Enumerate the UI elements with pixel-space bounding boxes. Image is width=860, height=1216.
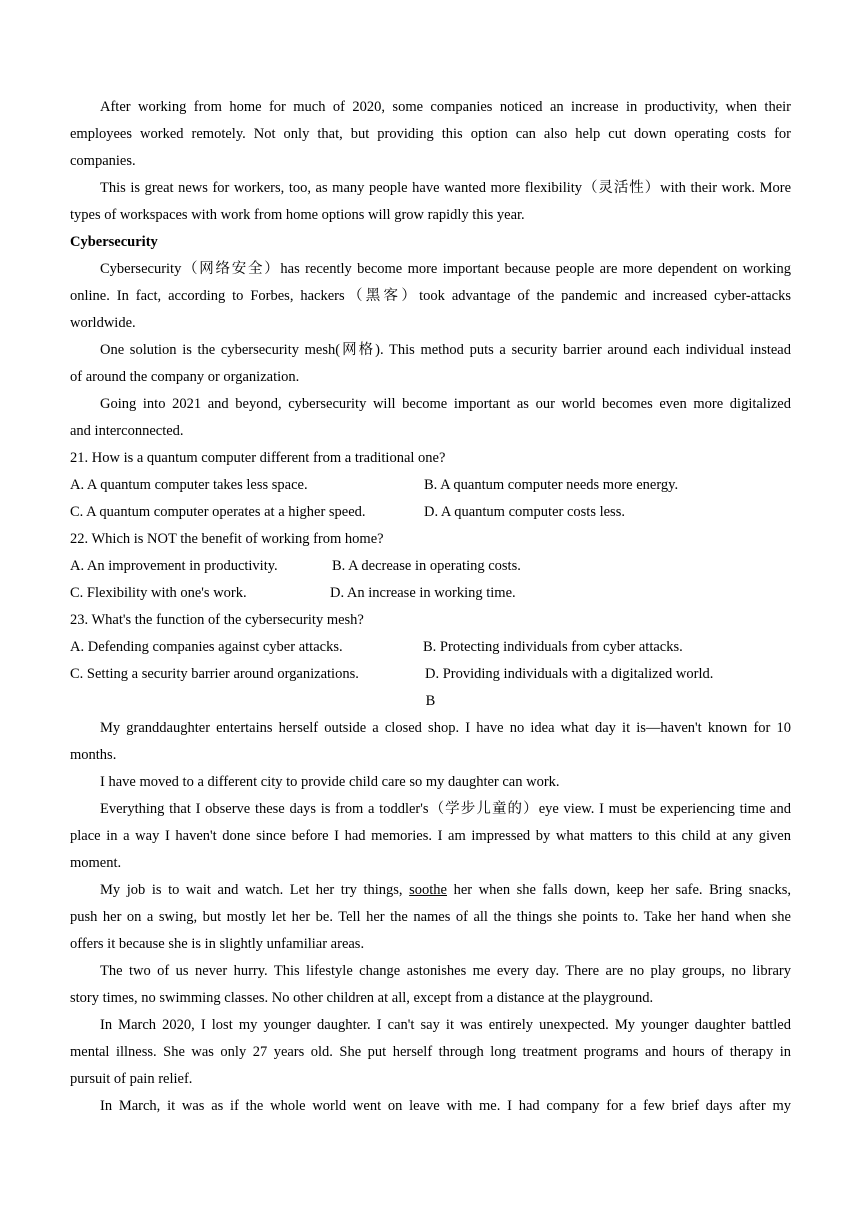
option-d: D. Providing individuals with a digitalized world.	[425, 666, 714, 682]
paragraph-line: My granddaughter entertains herself outside a closed shop. I have no idea what day it is—haven't known for 10	[100, 720, 791, 736]
option-b: B. Protecting individuals from cyber attacks.	[423, 639, 683, 655]
paragraph-text: her when she falls down, keep her safe. Bring snacks,	[453, 882, 791, 898]
option-b: B. A decrease in operating costs.	[332, 558, 521, 574]
paragraph-line: online. In fact, according to Forbes, hackers（黑客）took advantage of the pandemic and increased cyber-attacks	[70, 288, 791, 304]
option-row	[70, 553, 791, 580]
paragraph-line: The two of us never hurry. This lifestyle change astonishes me every day. There are no play groups, no library	[100, 963, 791, 979]
paragraph-line: worldwide.	[70, 315, 136, 331]
option-a: A. A quantum computer takes less space.	[70, 477, 308, 493]
option-c: C. Flexibility with one's work.	[70, 585, 247, 601]
paragraph-line: push her on a swing, but mostly let her be. Tell her the names of all the things she points to. Take her hand when she	[70, 909, 791, 925]
paragraph-line: pursuit of pain relief.	[70, 1071, 193, 1087]
question-stem: 23. What's the function of the cybersecurity mesh?	[70, 612, 364, 628]
section-heading: Cybersecurity	[70, 234, 158, 250]
option-b: B. A quantum computer needs more energy.	[424, 477, 679, 493]
question-stem: 22. Which is NOT the benefit of working from home?	[70, 531, 384, 547]
option-a: A. Defending companies against cyber attacks.	[70, 639, 343, 655]
option-row	[70, 634, 791, 661]
paragraph-line: Going into 2021 and beyond, cybersecurity will become important as our world becomes even more digitalized	[100, 396, 791, 412]
paragraph-line: After working from home for much of 2020, some companies noticed an increase in productivity, when their	[100, 99, 791, 115]
paragraph-line: Everything that I observe these days is from a toddler's（学步儿童的）eye view. I must be experiencing time and	[100, 801, 791, 817]
question-stem: 21. How is a quantum computer different from a traditional one?	[70, 450, 446, 466]
paragraph-line: types of workspaces with work from home options will grow rapidly this year.	[70, 207, 525, 223]
option-row	[70, 580, 791, 607]
underlined-word: soothe	[409, 882, 447, 898]
option-row	[70, 472, 791, 499]
paragraph-line: story times, no swimming classes. No other children at all, except from a distance at the playground.	[70, 990, 654, 1006]
paragraph-line: This is great news for workers, too, as many people have wanted more flexibility（灵活性）with their work. More	[100, 180, 791, 196]
paragraph-line: In March 2020, I lost my younger daughter. I can't say it was entirely unexpected. My younger daughter battled	[100, 1017, 791, 1033]
section-label: B	[425, 693, 436, 709]
paragraph-line: I have moved to a different city to provide child care so my daughter can work.	[100, 774, 560, 790]
option-row	[70, 661, 791, 688]
paragraph-line: Cybersecurity（网络安全）has recently become more important because people are more dependent on working	[100, 261, 791, 277]
option-row	[70, 499, 791, 526]
paragraph-line: of around the company or organization.	[70, 369, 300, 385]
paragraph-line	[70, 877, 791, 904]
option-a: A. An improvement in productivity.	[70, 558, 278, 574]
option-c: C. Setting a security barrier around organizations.	[70, 666, 359, 682]
paragraph-line: place in a way I haven't done since before I had memories. I am impressed by what matters to this child at any given	[70, 828, 791, 844]
paragraph-line: mental illness. She was only 27 years old. She put herself through long treatment programs and hours of therapy in	[70, 1044, 791, 1060]
paragraph-line: companies.	[70, 153, 136, 169]
paragraph-line: One solution is the cybersecurity mesh(网格). This method puts a security barrier around each individual instead	[100, 342, 791, 358]
option-d: D. A quantum computer costs less.	[424, 504, 625, 520]
paragraph-line: and interconnected.	[70, 423, 184, 439]
paragraph-line: employees worked remotely. Not only that, but providing this option can also help cut down operating costs for	[70, 126, 791, 142]
option-c: C. A quantum computer operates at a higher speed.	[70, 504, 366, 520]
paragraph-line: moment.	[70, 855, 122, 871]
paragraph-line: In March, it was as if the whole world went on leave with me. I had company for a few brief days after my	[100, 1098, 791, 1114]
document-page	[70, 94, 791, 1120]
paragraph-line: offers it because she is in slightly unfamiliar areas.	[70, 936, 365, 952]
option-d: D. An increase in working time.	[330, 585, 516, 601]
paragraph-text: My job is to wait and watch. Let her try things,	[100, 882, 403, 898]
paragraph-line: months.	[70, 747, 117, 763]
